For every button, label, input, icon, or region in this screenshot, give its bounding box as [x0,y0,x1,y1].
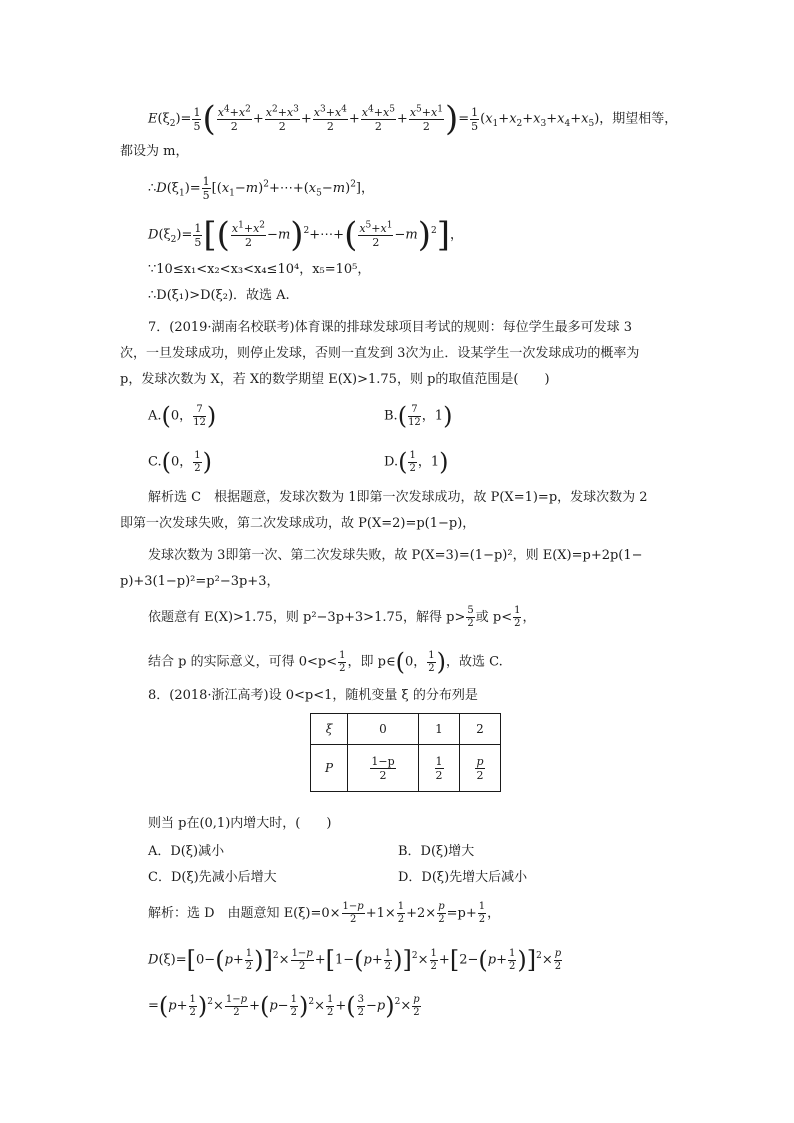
table-cell: 1 [419,714,460,745]
table-row [311,714,501,745]
formula-d-xi1: $\therefore D(\xi_1)=$ $\frac{1}{5}$ $[(x_1-m)^2+\cdots+(x_5-m)^2]$， [148,175,374,202]
q8-variance-line1: D(ξ)=[0−(p+ $\frac{1}{2}$ )]$^2$× $\frac{1-p}{2}$ +[1−(p+ $\frac{1}{2}$ )]$^2$× $\frac{1}{2}$ +[2−(p+ $\frac{1}{2}$ )]$^2$× $\frac{p}{2}$ [148,946,562,974]
expectation-equal-text: ，期望相等， [599,111,678,127]
formula-e-xi2: $E(\xi_2)=$ $\frac{1}{5}$ ( $\frac{x^4+x^2}{2}$ + $\frac{x^2+x^3}{2}$ + $\frac{x^3+x^4}{2}$ + $\frac{x^4+x^5}{2}$ + $\frac{x^5+x^1}{2}$ )= $\frac{1}{5}$ $(x_1+x_2+x_3+x_4+x_5)$，期望相等， [148,99,678,139]
table-cell: $\frac{1-p}{2}$ [348,745,419,792]
q7-solution-line1: 解析选 C 根据题意，发球次数为 1即第一次发球成功，故 P(X=1)=p，发球次数为 2 [148,490,648,505]
q8-stem-line1: 8．(2018·浙江高考)设 0<p<1，随机变量 ξ 的分布列是 [148,688,478,703]
q8-stem-line2: 则当 p在(0,1)内增大时，( ) [148,816,332,831]
q7-solution-line5: 依题意有 E(X)>1.75，则 p²−3p+3>1.75，解得 p> $\frac{5}{2}$ 或 p< $\frac{1}{2}$ ， [148,605,536,629]
q7-solution-line2: 即第一次发球失败，第二次发球成功，故 P(X=2)=p(1−p)， [120,516,476,531]
table-cell: P [311,745,348,792]
q7-option-c: C.(0， $\frac{1}{2}$ ) [148,448,213,476]
q7-stem-line1: 7．(2019·湖南名校联考)体育课的排球发球项目考试的规则：每位学生最多可发球 3 [148,320,633,335]
q8-option-d: D．D(ξ)先增大后减小 [398,870,528,885]
table-cell: $\frac{p}{2}$ [460,745,501,792]
table-cell: 0 [348,714,419,745]
formula-d-xi2: $D(\xi_2)=$ $\frac{1}{5}$ [( $\frac{x^1+x^2}{2}$ −m)$^2$+⋯+( $\frac{x^5+x^1}{2}$ −m)$^2$]， [148,215,463,255]
range-text: ∵10≤x₁<x₂<x₃<x₄≤10⁴，x₅=10⁵， [148,262,371,277]
table-cell: ξ [311,714,348,745]
q8-option-c: C．D(ξ)先减小后增大 [148,870,277,885]
q8-variance-line2: =(p+ $\frac{1}{2}$ )$^2$× $\frac{1-p}{2}$ +(p− $\frac{1}{2}$ )$^2$× $\frac{1}{2}$ +( $\frac{3}{2}$ −p)$^2$× $\frac{p}{2}$ [148,992,420,1020]
q7-solution-line3: 发球次数为 3即第一次、第二次发球失败，故 P(X=3)=(1−p)²，则 E(X)=p+2p(1− [148,548,643,563]
distribution-table [310,713,501,792]
eq-sign: = [458,111,470,127]
q7-option-b: B.( $\frac{7}{12}$ ，1) [384,402,453,430]
table-cell: $\frac{1}{2}$ [419,745,460,792]
table-row [311,745,501,792]
q7-stem-line2: 次，一旦发球成功，则停止发球，否则一直发到 3次为止．设某学生一次发球成功的概率为 [120,346,640,361]
q7-option-d: D.( $\frac{1}{2}$ ，1) [384,448,449,476]
q8-option-b: B．D(ξ)增大 [398,844,475,859]
set-m-text: 都设为 m， [120,144,189,159]
table-cell: 2 [460,714,501,745]
q7-stem-line3: p，发球次数为 X，若 X的数学期望 E(X)>1.75，则 p的取值范围是( ) [120,372,550,387]
q7-solution-line4: p)+3(1−p)²=p²−3p+3， [120,574,280,589]
conclusion-q6: ∴D(ξ₁)>D(ξ₂)．故选 A. [148,288,290,303]
q8-option-a: A．D(ξ)减小 [148,844,225,859]
q8-solution-line1: 解析：选 D 由题意知 E(ξ)=0× $\frac{1-p}{2}$ +1× $\frac{1}{2}$ +2× $\frac{p}{2}$ =p+ $\frac{1}{2}$ ， [148,901,501,925]
q7-option-a: A.(0， $\frac{7}{12}$ ) [148,402,217,430]
q7-solution-line6: 结合 p 的实际意义，可得 0<p< $\frac{1}{2}$ ，即 p∈(0， $\frac{1}{2}$ )，故选 C. [148,648,503,676]
